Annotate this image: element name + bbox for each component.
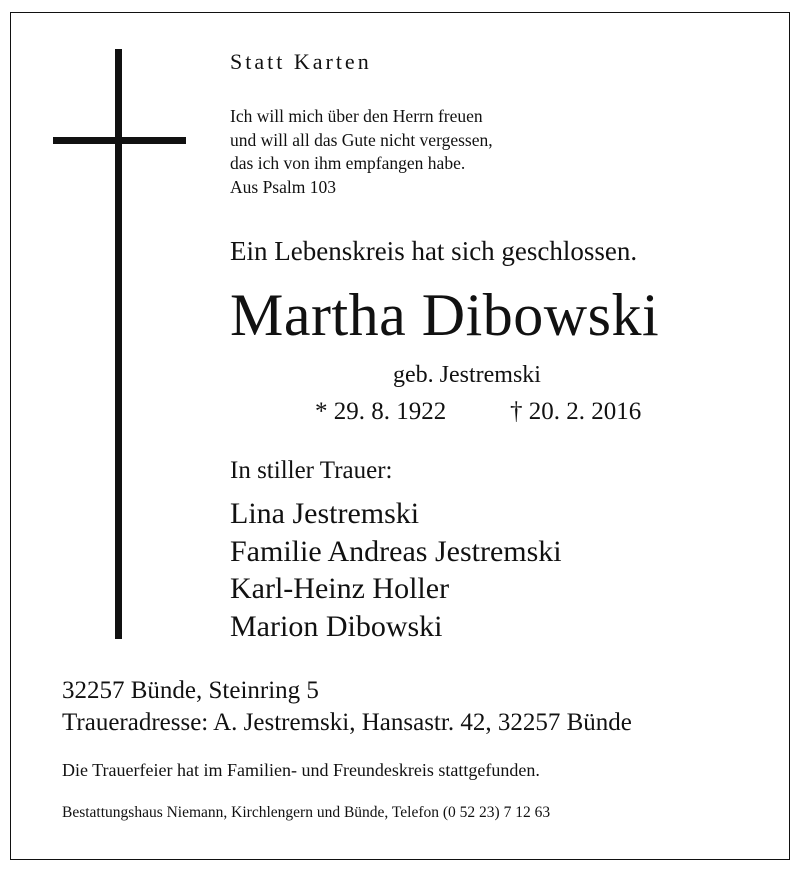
intro-line: Ein Lebenskreis hat sich geschlossen. (230, 236, 638, 266)
psalm-verse (230, 105, 493, 199)
verse-line: Ich will mich über den Herrn freuen (230, 106, 483, 126)
home-address: 32257 Bünde, Steinring 5 (62, 677, 319, 704)
mourning-address: Traueradresse: A. Jestremski, Hansastr. 42, 32257 Bünde (62, 709, 632, 736)
mourner-name: Marion Dibowski (230, 609, 443, 643)
ceremony-note: Die Trauerfeier hat im Familien- und Freundeskreis stattgefunden. (62, 760, 540, 780)
mourning-label: In stiller Trauer: (230, 457, 393, 484)
header-statt-karten: Statt Karten (230, 49, 372, 74)
born-name: geb. Jestremski (393, 362, 541, 388)
verse-line: und will all das Gute nicht vergessen, (230, 129, 493, 150)
birth-date: * 29. 8. 1922 (315, 398, 447, 425)
funeral-home-line: Bestattungshaus Niemann, Kirchlengern und Bünde, Telefon (0 52 23) 7 12 63 (62, 804, 551, 821)
mourners-list (230, 495, 562, 645)
mourner-name: Familie Andreas Jestremski (230, 534, 562, 568)
mourner-name: Lina Jestremski (230, 497, 420, 530)
death-date: † 20. 2. 2016 (510, 398, 642, 425)
verse-line: das ich von ihm empfangen habe. (230, 153, 466, 173)
deceased-name: Martha Dibowski (230, 282, 660, 348)
cross-horizontal-bar (53, 137, 186, 144)
mourner-name: Karl-Heinz Holler (230, 572, 450, 605)
verse-source: Aus Psalm 103 (230, 176, 336, 197)
